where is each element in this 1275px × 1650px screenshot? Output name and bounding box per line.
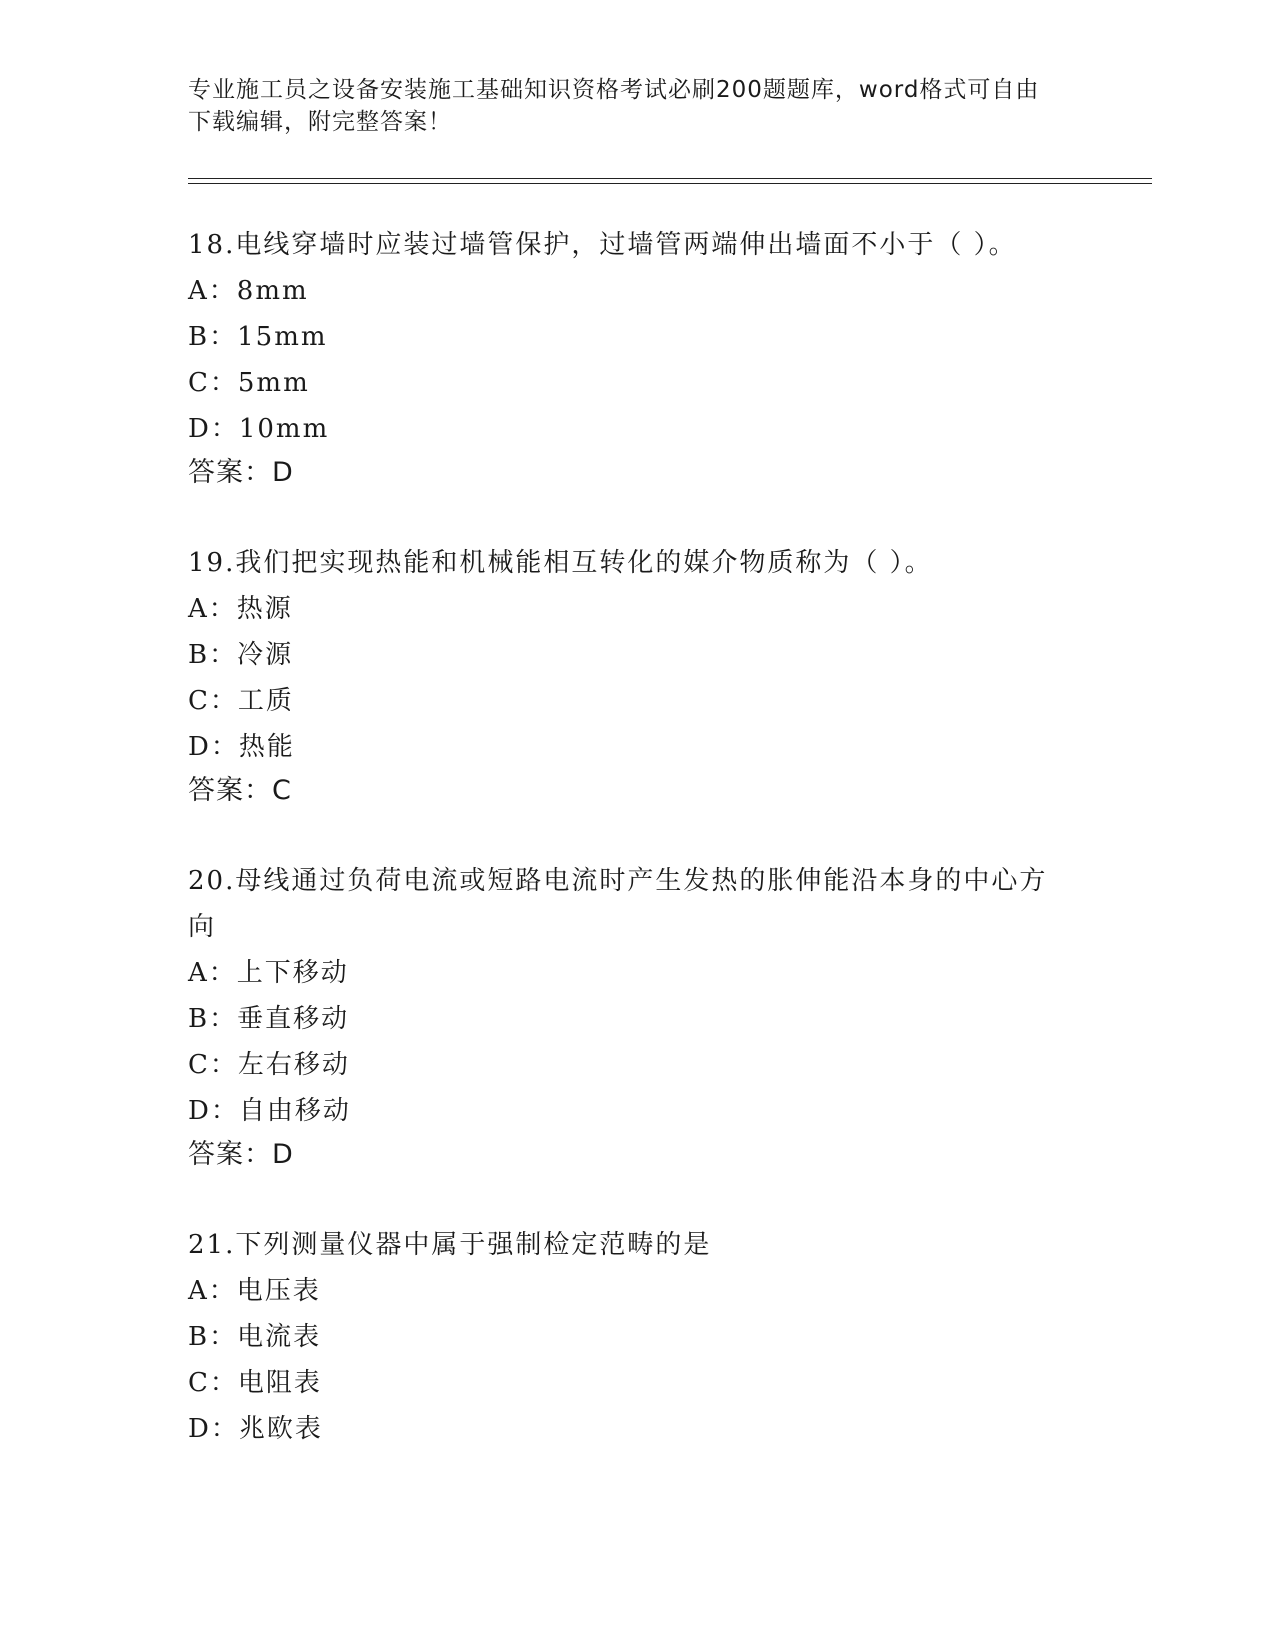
question-18 xyxy=(188,222,1088,494)
header-rule-bottom xyxy=(188,183,1152,184)
option-d: D：热能 xyxy=(188,732,295,762)
document-header: 专业施工员之设备安装施工基础知识资格考试必刷200题题库，word格式可自由 下载编辑，附完整答案！ xyxy=(188,77,1040,135)
option-a: A：电压表 xyxy=(188,1276,321,1306)
option-b: B：15mm xyxy=(188,322,328,352)
header-rule-top xyxy=(188,178,1152,179)
question-stem: 18.电线穿墙时应装过墙管保护，过墙管两端伸出墙面不小于（ ）。 xyxy=(188,230,1017,260)
option-b: B：垂直移动 xyxy=(188,1004,350,1034)
option-b: B：冷源 xyxy=(188,640,294,670)
option-d: D：自由移动 xyxy=(188,1096,351,1126)
question-stem: 21.下列测量仪器中属于强制检定范畴的是 xyxy=(188,1230,712,1260)
answer: 答案：C xyxy=(188,775,292,806)
option-c: C：5mm xyxy=(188,368,310,398)
question-stem: 20.母线通过负荷电流或短路电流时产生发热的胀伸能沿本身的中心方 向 xyxy=(188,866,1048,942)
answer: 答案：D xyxy=(188,1139,294,1170)
option-b: B：电流表 xyxy=(188,1322,322,1352)
option-a: A：8mm xyxy=(188,276,309,306)
option-c: C：左右移动 xyxy=(188,1050,350,1080)
question-21 xyxy=(188,1222,1088,1452)
option-c: C：电阻表 xyxy=(188,1368,322,1398)
option-c: C：工质 xyxy=(188,686,294,716)
option-a: A：热源 xyxy=(188,594,293,624)
answer: 答案：D xyxy=(188,457,294,488)
option-d: D：10mm xyxy=(188,414,330,444)
question-20 xyxy=(188,858,1088,1176)
question-stem: 19.我们把实现热能和机械能相互转化的媒介物质称为（ ）。 xyxy=(188,548,933,578)
option-a: A：上下移动 xyxy=(188,958,349,988)
question-19 xyxy=(188,540,1088,812)
option-d: D：兆欧表 xyxy=(188,1414,323,1444)
